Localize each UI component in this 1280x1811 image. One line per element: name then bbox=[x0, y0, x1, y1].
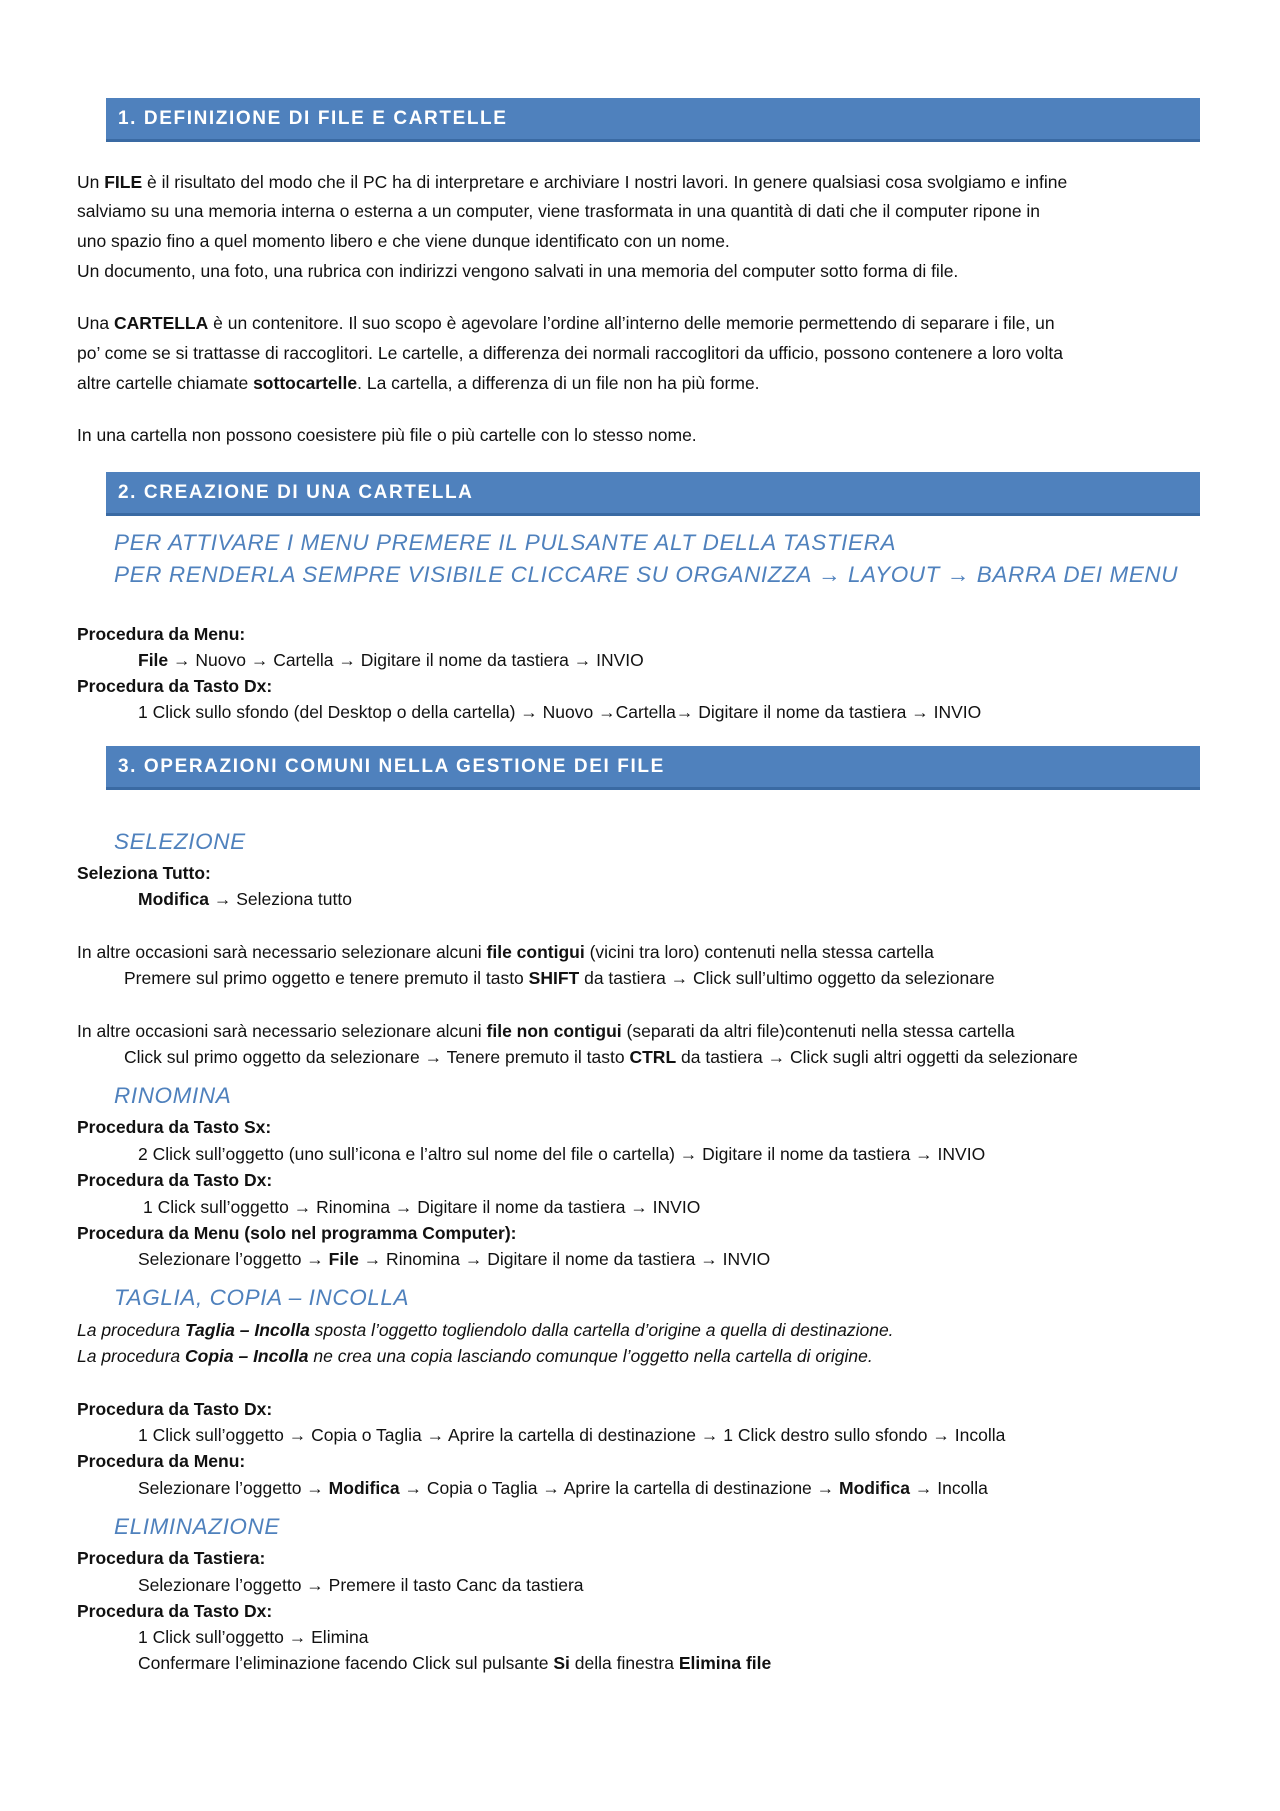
procedure-heading: Procedura da Tasto Dx: bbox=[77, 1601, 273, 1621]
procedure-step: Click sul primo oggetto da selezionare → Tenere premuto il tasto CTRL da tastiera → Click sugli altri oggetti da selezionare bbox=[124, 1047, 1078, 1067]
section-1-title: 1. DEFINIZIONE DI FILE E CARTELLE bbox=[118, 108, 508, 129]
subsection-title: TAGLIA, COPIA – INCOLLA bbox=[114, 1285, 410, 1310]
procedure-step: 1 Click sullo sfondo (del Desktop o della cartella) → Nuovo →Cartella→ Digitare il nome da tastiera → INVIO bbox=[138, 702, 982, 722]
subsection-title: SELEZIONE bbox=[114, 829, 246, 854]
section-2-title: 2. CREAZIONE DI UNA CARTELLA bbox=[118, 482, 474, 503]
procedure-heading: Procedura da Tasto Sx: bbox=[77, 1117, 272, 1137]
section-2-header bbox=[106, 472, 1200, 516]
procedure-heading: Procedura da Menu: bbox=[77, 624, 246, 644]
procedure-step: Confermare l’eliminazione facendo Click sul pulsante Si della finestra Elimina file bbox=[138, 1653, 772, 1673]
section-3-header bbox=[106, 746, 1200, 790]
procedure-step: 1 Click sull’oggetto → Copia o Taglia → Aprire la cartella di destinazione → 1 Click destro sullo sfondo → Incolla bbox=[138, 1425, 1006, 1445]
paragraph-line: In altre occasioni sarà necessario selezionare alcuni file non contigui (separati da altri file)contenuti nella stessa cartella bbox=[77, 1021, 1015, 1041]
paragraph-line: In altre occasioni sarà necessario selezionare alcuni file contigui (vicini tra loro) contenuti nella stessa cartella bbox=[77, 942, 934, 962]
paragraph-line: Un documento, una foto, una rubrica con indirizzi vengono salvati in una memoria del computer sotto forma di file. bbox=[77, 261, 959, 281]
italic-line: La procedura Taglia – Incolla sposta l’oggetto togliendolo dalla cartella d’origine a quella di destinazione. bbox=[77, 1320, 894, 1340]
paragraph-line: Una CARTELLA è un contenitore. Il suo scopo è agevolare l’ordine all’interno delle memorie permettendo di separare i file, un bbox=[77, 313, 1055, 333]
procedure-heading: Procedura da Tasto Dx: bbox=[77, 676, 273, 696]
paragraph-line: Un FILE è il risultato del modo che il PC ha di interpretare e archiviare I nostri lavori. In genere qualsiasi cosa svolgiamo e infine bbox=[77, 172, 1068, 192]
procedure-step: Selezionare l’oggetto → File → Rinomina → Digitare il nome da tastiera → INVIO bbox=[138, 1249, 771, 1269]
subsection-title: RINOMINA bbox=[114, 1083, 232, 1108]
procedure-heading: Seleziona Tutto: bbox=[77, 863, 211, 883]
italic-line: La procedura Copia – Incolla ne crea una copia lasciando comunque l’oggetto nella cartella di origine. bbox=[77, 1346, 873, 1366]
procedure-heading: Procedura da Menu: bbox=[77, 1451, 246, 1471]
note-line: PER ATTIVARE I MENU PREMERE IL PULSANTE ALT DELLA TASTIERA bbox=[114, 530, 897, 555]
section-3-title: 3. OPERAZIONI COMUNI NELLA GESTIONE DEI FILE bbox=[118, 756, 665, 777]
procedure-step: Selezionare l’oggetto → Premere il tasto Canc da tastiera bbox=[138, 1575, 584, 1595]
procedure-step: Premere sul primo oggetto e tenere premuto il tasto SHIFT da tastiera → Click sull’ultimo oggetto da selezionare bbox=[124, 968, 995, 988]
procedure-step: 2 Click sull’oggetto (uno sull’icona e l’altro sul nome del file o cartella) → Digitare il nome da tastiera → INVIO bbox=[138, 1144, 986, 1164]
paragraph-line: In una cartella non possono coesistere più file o più cartelle con lo stesso nome. bbox=[77, 425, 697, 445]
paragraph-line: po’ come se si trattasse di raccoglitori. Le cartelle, a differenza dei normali raccoglitori da ufficio, possono contenere a loro volta bbox=[77, 343, 1064, 363]
section-1-header bbox=[106, 98, 1200, 142]
procedure-heading: Procedura da Menu (solo nel programma Computer): bbox=[77, 1223, 517, 1243]
paragraph-line: salviamo su una memoria interna o esterna a un computer, viene trasformata in una quantità di dati che il computer ripone in bbox=[77, 201, 1041, 221]
procedure-heading: Procedura da Tasto Dx: bbox=[77, 1399, 273, 1419]
paragraph-line: uno spazio fino a quel momento libero e che viene dunque identificato con un nome. bbox=[77, 231, 730, 251]
procedure-heading: Procedura da Tasto Dx: bbox=[77, 1170, 273, 1190]
procedure-heading: Procedura da Tastiera: bbox=[77, 1548, 266, 1568]
paragraph-line: altre cartelle chiamate sottocartelle. La cartella, a differenza di un file non ha più forme. bbox=[77, 373, 760, 393]
procedure-step: Modifica → Seleziona tutto bbox=[138, 889, 352, 909]
procedure-step: File → Nuovo → Cartella → Digitare il nome da tastiera → INVIO bbox=[138, 650, 644, 670]
note-line: PER RENDERLA SEMPRE VISIBILE CLICCARE SU ORGANIZZA → LAYOUT → BARRA DEI MENU bbox=[114, 562, 1179, 587]
procedure-step: 1 Click sull’oggetto → Rinomina → Digitare il nome da tastiera → INVIO bbox=[143, 1197, 701, 1217]
procedure-step: Selezionare l’oggetto → Modifica → Copia o Taglia → Aprire la cartella di destinazione → Modifica → Incolla bbox=[138, 1478, 988, 1498]
procedure-step: 1 Click sull’oggetto → Elimina bbox=[138, 1627, 369, 1647]
subsection-title: ELIMINAZIONE bbox=[114, 1514, 280, 1539]
